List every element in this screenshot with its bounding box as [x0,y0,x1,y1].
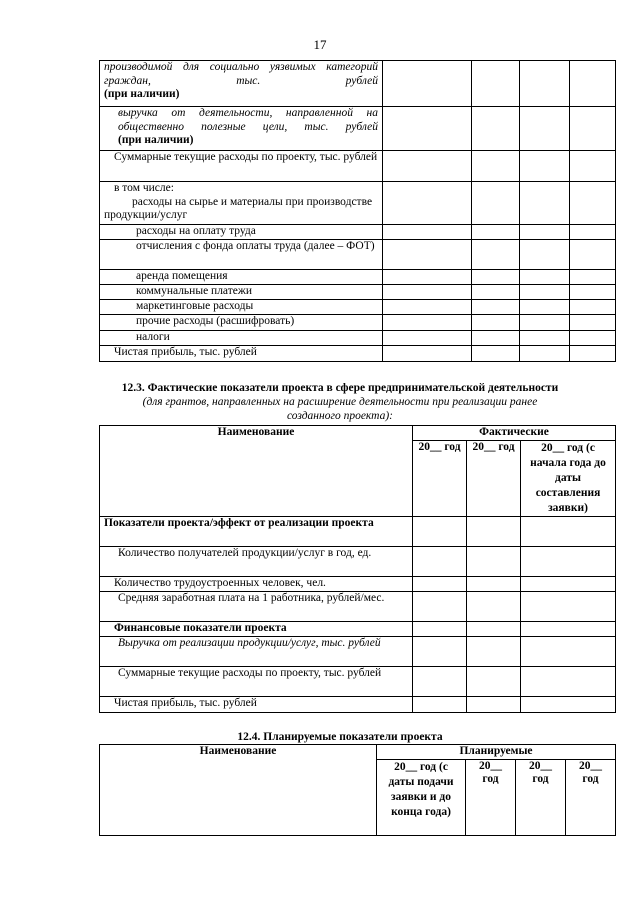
table-row [100,546,616,576]
section-12-4-heading: 12.4. Планируемые показатели проекта [237,731,443,743]
table-row [100,621,616,636]
row-label: производимой для социально уязвимых категорий граждан, тыс. рублей (при наличии) [100,61,383,107]
row-label: аренда помещения [100,270,383,285]
table-row [100,240,616,270]
table-row [100,636,616,666]
row-label: выручка от деятельности, направленной на общественно полезные цели, тыс. рублей (при наличии) [100,107,383,151]
header-year-1: 20__ год (с даты подачи заявки и до конца года) [377,759,466,835]
header-year-4: 20__ год [566,759,616,835]
actual-indicators-table [99,425,616,713]
row-label: в том числе: расходы на сырье и материалы при производстве продукции/услуг [100,182,383,225]
table-row [100,516,616,546]
table-row [100,182,616,225]
row-label: Суммарные текущие расходы по проекту, тыс. рублей [100,151,383,182]
row-label: Выручка от реализации продукции/услуг, тыс. рублей [100,636,413,666]
table-row [100,107,616,151]
table-row [100,285,616,300]
table-row [100,151,616,182]
financial-continuation-table [99,60,616,362]
header-name: Наименование [100,426,413,517]
row-label: отчисления с фонда оплаты труда (далее – ФОТ) [100,240,383,270]
table-row [100,270,616,285]
header-year-2: 20__ год [467,440,521,516]
header-group: Фактические [413,426,616,441]
table-row [100,591,616,621]
row-label: расходы на оплату труда [100,225,383,240]
header-year-2: 20__ год [466,759,516,835]
section-subtitle: (для грантов, направленных на расширение деятельности при реализации ранее созданного проекта): [142,396,538,422]
planned-indicators-table [99,744,616,836]
row-label: Суммарные текущие расходы по проекту, тыс. рублей [100,666,413,696]
row-label: налоги [100,331,383,346]
row-label: Финансовые показатели проекта [100,621,413,636]
row-label: Чистая прибыль, тыс. рублей [100,696,413,712]
table-row [100,696,616,712]
page-number: 17 [313,37,327,52]
table-row [100,300,616,315]
header-name: Наименование [100,745,377,836]
table-row [100,61,616,107]
header-year-3: 20__ год [516,759,566,835]
table-row [100,666,616,696]
row-label: маркетинговые расходы [100,300,383,315]
header-year-3: 20__ год (с начала года до даты составления заявки) [521,440,616,516]
header-group: Планируемые [377,745,616,760]
header-year-1: 20__ год [413,440,467,516]
section-title: 12.3. Фактические показатели проекта в сфере предпринимательской деятельности [121,382,559,394]
table-row [100,315,616,331]
row-label: прочие расходы (расшифровать) [100,315,383,331]
row-label: Средняя заработная плата на 1 работника, рублей/мес. [100,591,413,621]
row-label: Количество получателей продукции/услуг в год, ед. [100,546,413,576]
table-row [100,225,616,240]
row-label: Показатели проекта/эффект от реализации проекта [100,516,413,546]
row-label: Количество трудоустроенных человек, чел. [100,576,413,591]
row-label: Чистая прибыль, тыс. рублей [100,346,383,362]
table-row [100,346,616,362]
table-row [100,576,616,591]
row-label: коммунальные платежи [100,285,383,300]
table-row [100,331,616,346]
section-12-3-heading [100,381,580,423]
